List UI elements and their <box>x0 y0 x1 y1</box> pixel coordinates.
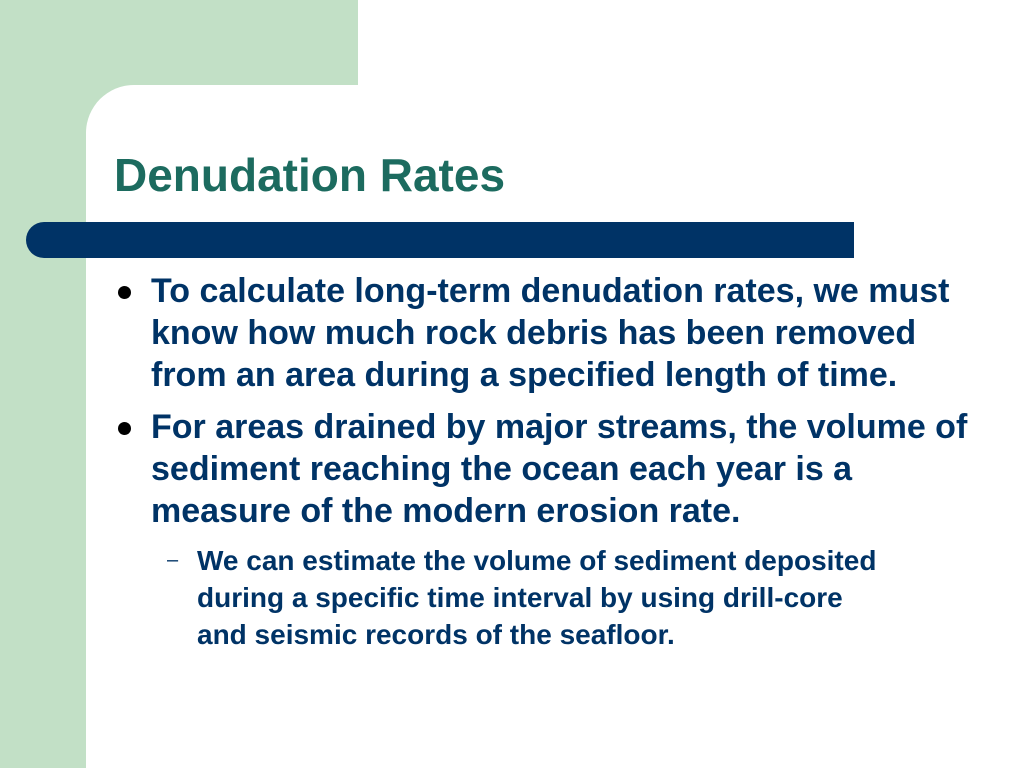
slide-title: Denudation Rates <box>114 149 506 201</box>
sub-bullet-text: We can estimate the volume of sediment deposited during a specific time interval by using drill-core and seismic records of the seafloor. <box>197 545 877 650</box>
bullet-text: For areas drained by major streams, the volume of sediment reaching the ocean each year is a measure of the modern erosion rate. <box>151 408 968 530</box>
sub-bullet-item <box>163 542 897 653</box>
title-underline-bar <box>26 222 854 258</box>
bullet-item <box>114 406 994 532</box>
bullet-text: To calculate long-term denudation rates, we must know how much rock debris has been removed from an area during a specified length of time. <box>151 272 950 394</box>
bullet-item <box>114 270 994 396</box>
bullet-dot-icon <box>118 422 131 435</box>
dash-icon: – <box>167 549 179 571</box>
slide-body <box>114 270 994 653</box>
bullet-dot-icon <box>118 286 131 299</box>
